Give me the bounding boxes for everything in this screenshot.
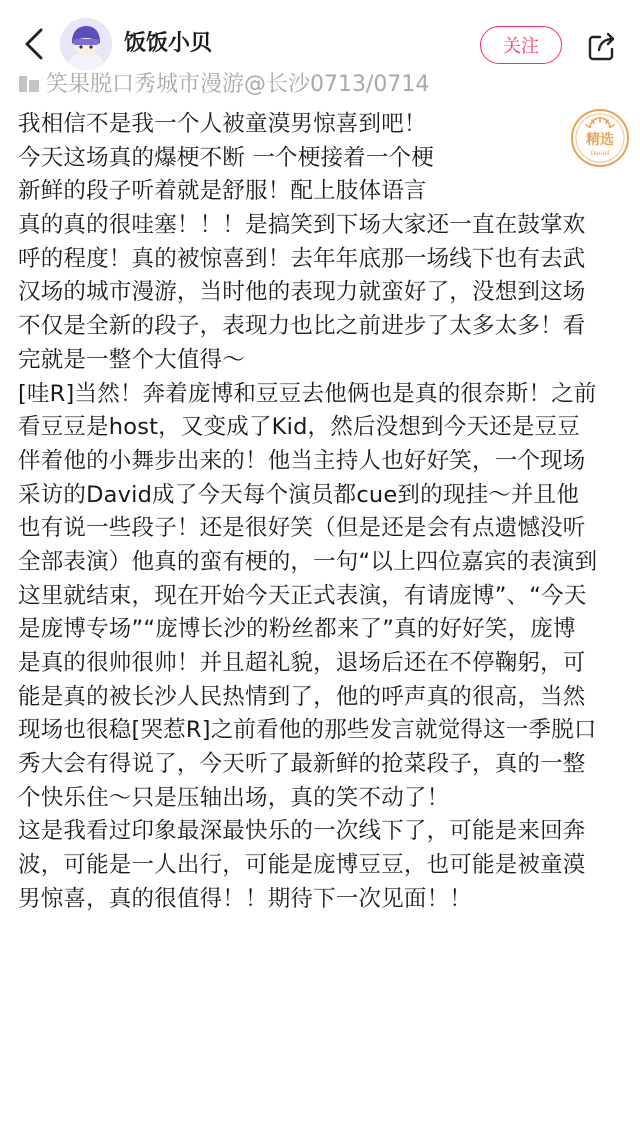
body-line: 也有说一些段子！还是很好笑（但是还是会有点遗憾没听 xyxy=(18,515,586,542)
stamp-sublabel: Daniel xyxy=(590,150,610,157)
body-line: 呼的程度！真的被惊喜到！去年年底那一场线下也有去武 xyxy=(18,245,586,272)
body-line: [哇R]当然！奔着庞博和豆豆去他俩也是真的很奈斯！之前 xyxy=(18,380,597,407)
body-line: 完就是一整个大值得～ xyxy=(18,346,246,373)
body-line: 看豆豆是host，又变成了Kid，然后没想到今天还是豆豆 xyxy=(18,414,580,441)
share-button[interactable] xyxy=(582,27,622,67)
body-line: 今天这场真的爆梗不断 一个梗接着一个梗 xyxy=(18,144,434,171)
body-line: 真的真的很哇塞！！！是搞笑到下场大家还一直在鼓掌欢 xyxy=(18,212,586,239)
follow-button[interactable]: 关注 xyxy=(480,26,562,64)
body-line: 是真的很帅很帅！并且超礼貌，退场后还在不停鞠躬，可 xyxy=(18,650,586,676)
body-line: 伴着他的小舞步出来的！他当主持人也好好笑，一个现场 xyxy=(18,447,586,474)
body-line: 现场也很稳[哭惹R]之前看他的那些发言就觉得这一季脱口 xyxy=(18,717,597,744)
body-line: 不仅是全新的段子，表现力也比之前进步了太多太多！看 xyxy=(18,313,586,340)
post-body xyxy=(18,108,628,917)
back-button[interactable] xyxy=(12,22,56,66)
body-line: 新鲜的段子听着就是舒服！配上肢体语言 xyxy=(18,178,427,205)
body-line: 汉场的城市漫游，当时他的表现力就蛮好了，没想到这场 xyxy=(18,279,586,306)
body-line: 能是真的被长沙人民热情到了，他的呼声真的很高，当然 xyxy=(18,683,586,710)
stamp-label: 精选 xyxy=(586,132,614,148)
share-icon xyxy=(586,31,618,63)
stage-icon xyxy=(18,74,40,94)
body-line: 波，可能是一人出行，可能是庞博豆豆，也可能是被童漠 xyxy=(18,852,586,879)
body-line: 这里就结束，现在开始今天正式表演，有请庞博”、“今天 xyxy=(18,582,587,609)
body-line: 采访的David成了今天每个演员都cue到的现挂～并且他 xyxy=(18,481,580,508)
post-location-subtitle xyxy=(18,72,458,98)
body-line: 全部表演）他真的蛮有梗的，一句“以上四位嘉宾的表演到 xyxy=(18,548,598,575)
chevron-left-icon xyxy=(23,27,45,61)
body-line: 个快乐住～只是压轴出场，真的笑不动了！ xyxy=(18,784,450,811)
body-line: 是庞博专场”“庞博长沙的粉丝都来了”真的好好笑，庞博 xyxy=(18,616,576,643)
avatar-illustration xyxy=(60,18,112,70)
subtitle-text: 笑果脱口秀城市漫游@长沙0713/0714 xyxy=(46,72,430,97)
body-line: 男惊喜，真的很值得！！期待下一次见面！！ xyxy=(18,885,473,912)
username[interactable]: 饭饭小贝 xyxy=(124,31,213,56)
body-line: 我相信不是我一个人被童漠男惊喜到吧！ xyxy=(18,111,427,137)
body-line: 秀大会有得说了，今天听了最新鲜的抢菜段子，真的一整 xyxy=(18,751,586,778)
avatar[interactable] xyxy=(60,18,112,70)
body-line: 这是我看过印象最深最快乐的一次线下了，可能是来回奔 xyxy=(18,818,586,845)
